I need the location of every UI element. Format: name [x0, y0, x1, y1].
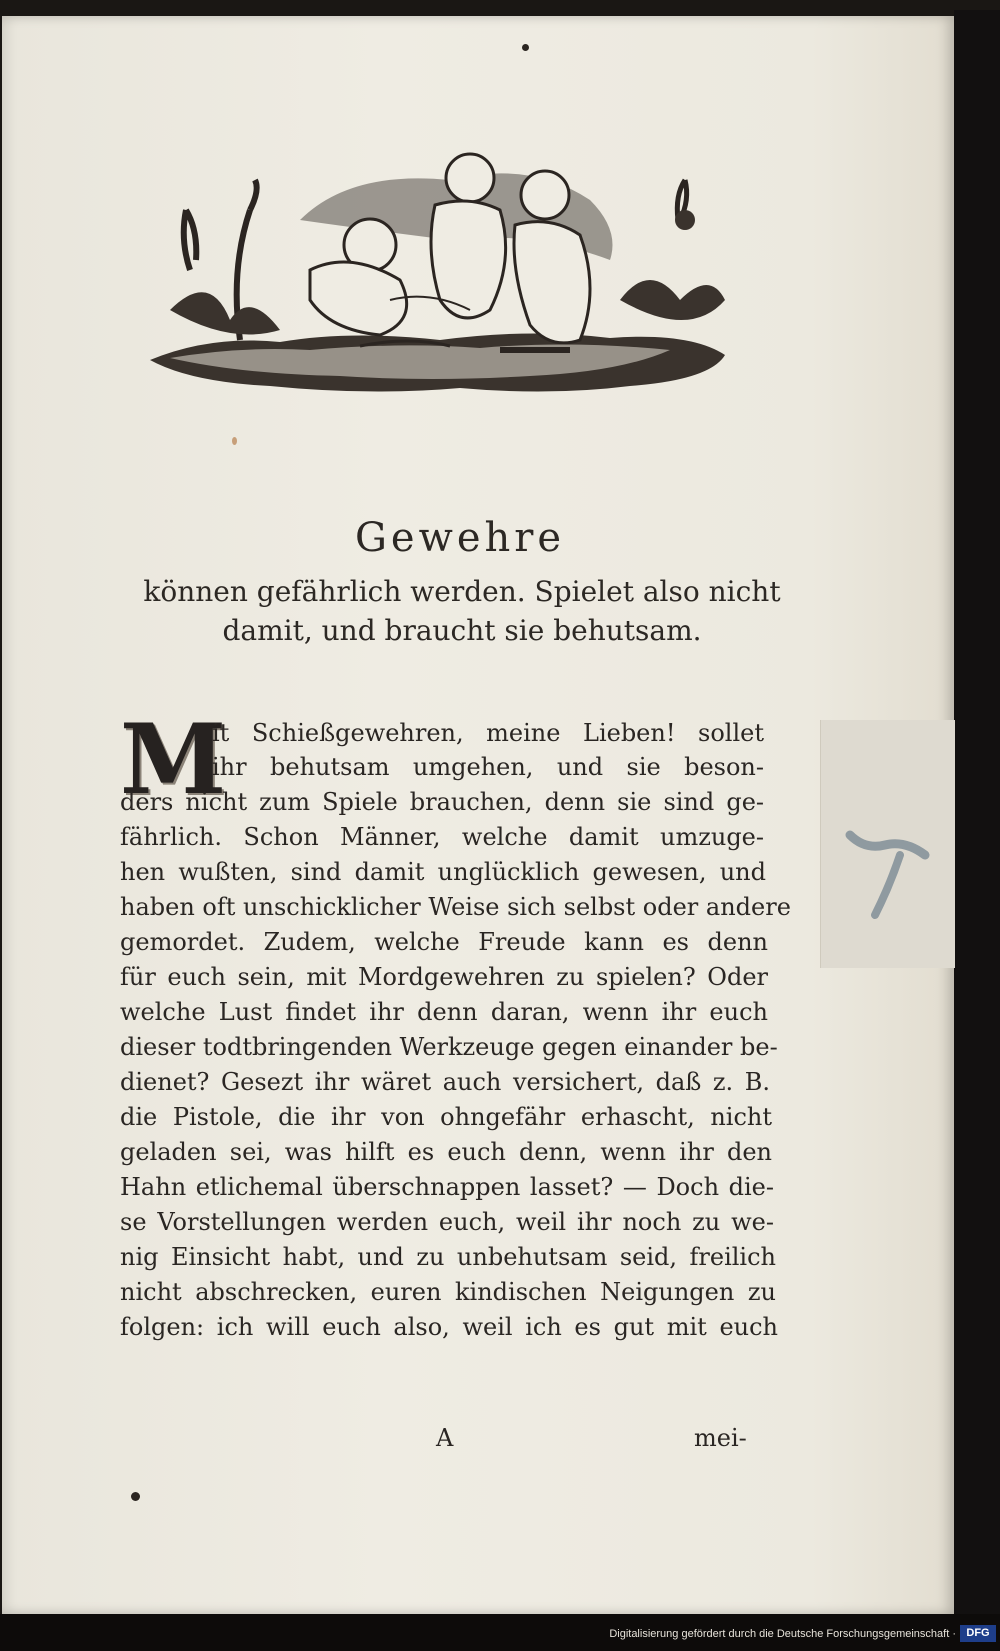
catchword: mei-: [694, 1424, 747, 1452]
section-title: Gewehre: [354, 515, 566, 561]
text-line: die Pistole, die ihr von ohngefähr erhascht, nicht: [120, 1103, 772, 1131]
text-line: ihr behutsam umgehen, und sie beson-: [212, 753, 764, 781]
text-line: für euch sein, mit Mordgewehren zu spielen? Oder: [120, 963, 768, 991]
text-line: dienet? Gesezt ihr wäret auch versichert, daß z. B.: [120, 1068, 770, 1096]
text-line: fährlich. Schon Männer, welche damit umzuge-: [120, 823, 764, 851]
text-line: it Schießgewehren, meine Lieben! sollet: [212, 719, 764, 747]
text-line: dieser todtbringenden Werkzeuge gegen einander be-: [120, 1033, 778, 1061]
text-line: nig Einsicht habt, und zu unbehutsam seid, freilich: [120, 1243, 776, 1271]
text-line: hen wußten, sind damit unglücklich gewesen, und: [120, 858, 766, 886]
dfg-logo: DFG: [960, 1625, 996, 1642]
text-line: se Vorstellungen werden euch, weil ihr noch zu we-: [120, 1208, 774, 1236]
stain-spot: [232, 437, 237, 445]
pencil-margin-mark-image: [845, 815, 935, 935]
ink-dot: [131, 1492, 140, 1501]
text-line: welche Lust findet ihr denn daran, wenn ihr euch: [120, 998, 768, 1026]
text-line: haben oft unschicklicher Weise sich selbst oder andere: [120, 893, 791, 921]
woodcut-vignette-image: [150, 150, 770, 420]
text-line: gemordet. Zudem, welche Freude kann es denn: [120, 928, 768, 956]
ink-dot: [522, 44, 529, 51]
digitization-credit: Digitalisierung gefördert durch die Deutsche Forschungsgemeinschaft ·: [609, 1628, 956, 1640]
text-line: nicht abschrecken, euren kindischen Neigungen zu: [120, 1278, 776, 1306]
scan-edge: [954, 10, 1000, 1620]
text-line: geladen sei, was hilft es euch denn, wenn ihr den: [120, 1138, 772, 1166]
section-subtitle-line: damit, und braucht sie behutsam.: [222, 614, 702, 647]
text-line: Hahn etlichemal überschnappen lasset? — Doch die-: [120, 1173, 774, 1201]
signature-mark: A: [436, 1424, 454, 1452]
drop-cap: M: [120, 703, 227, 816]
text-line: ders nicht zum Spiele brauchen, denn sie sind ge-: [120, 788, 764, 816]
text-line: folgen: ich will euch also, weil ich es gut mit euch: [120, 1313, 778, 1341]
section-subtitle-line: können gefährlich werden. Spielet also nicht: [143, 575, 781, 608]
